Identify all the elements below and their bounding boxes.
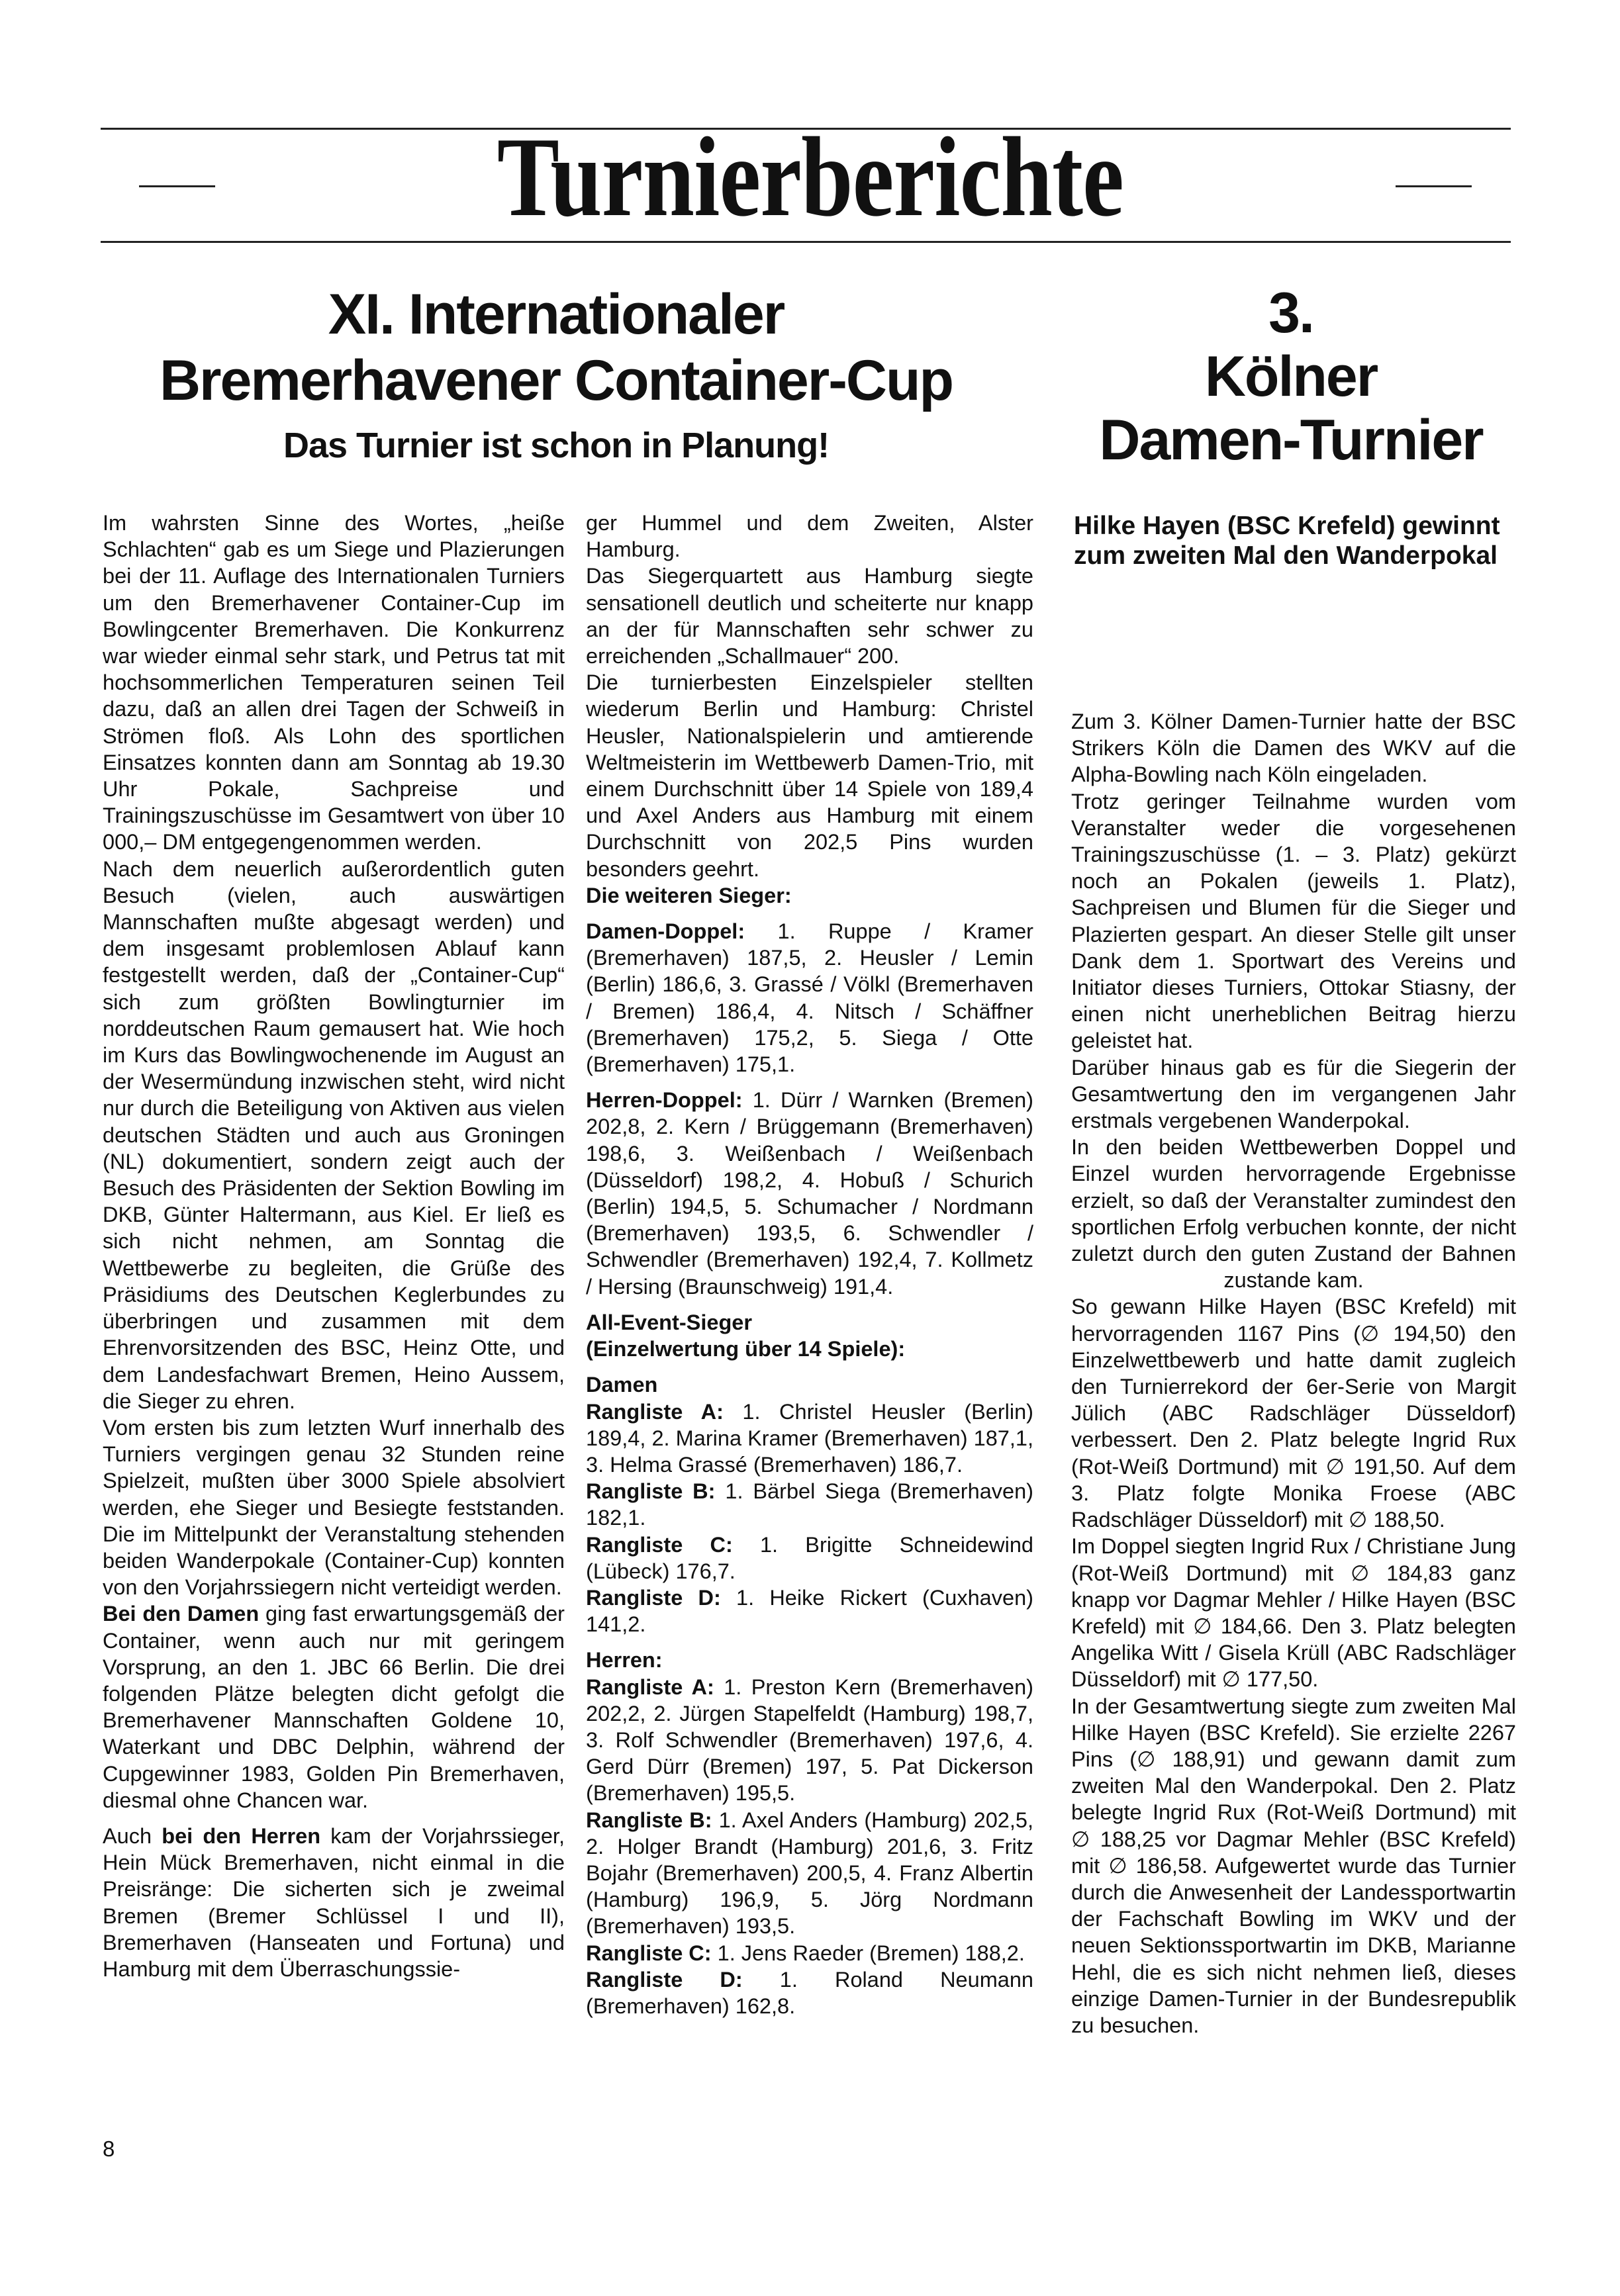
paragraph bbox=[586, 1336, 1033, 1362]
paragraph bbox=[1071, 788, 1516, 1054]
paragraph-bold-lead: bei den Herren bbox=[162, 1823, 321, 1848]
paragraph bbox=[586, 1309, 1033, 1336]
paragraph-text: Im wahrsten Sinne des Wortes, „heiße Schlachten“ gab es um Siege und Plazierungen bei der 11. Auflage des Internationalen Turniers um den Bremerhavener Container-Cup im Bowlingcenter Bremerhaven. Die Konkurrenz war wieder einmal sehr stark, und Petrus tat mit hochsommerlichen Temperaturen seinen Teil dazu, daß an allen drei Tagen der Schweiß in Strömen floß. Als Lohn des sportlichen Einsatzes konnten dann am Sonntag ab 19.30 Uhr Pokale, Sachpreise und Trainingszuschüsse im Gesamtwert von über 10 000,– DM entgegengenommen werden. bbox=[103, 511, 565, 854]
paragraph-text: ging fast erwartungsgemäß der Container, wenn auch nur mit geringem Vorsprung, an den 1. JBC 66 Berlin. Die drei folgenden Plätze belegten dicht gefolgt die Bremerhavener Mannschaften Goldene 10, Waterkant und DBC Delphin, während der Cupgewinner 1983, Golden Pin Bremerhaven, diesmal ohne Chancen war. bbox=[103, 1602, 565, 1812]
paragraph-text: 1. Ruppe / Kramer (Bremerhaven) 187,5, 2. Heusler / Lemin (Berlin) 186,6, 3. Grassé / Völkl (Bremerhaven / Bremen) 186,4, 4. Nitsch / Schäffner (Bremerhaven) 175,2, 5. Siega / Otte (Bremerhaven) 175,1. bbox=[586, 919, 1033, 1077]
paragraph-text: So gewann Hilke Hayen (BSC Krefeld) mit hervorragenden 1167 Pins (∅ 194,50) den Einzelwettbewerb und hatte damit zugleich den Turnierrekord der 6er-Serie von Margit Jülich (ABC Radschläger Düsseldorf) verbessert. Den 2. Platz belegte Ingrid Rux (Rot-Weiß Dortmund) mit ∅ 191,50. Auf dem 3. Platz folgte Monika Froese (ABC Radschläger Düsseldorf) mit ∅ 188,50. bbox=[1071, 1295, 1516, 1532]
paragraph bbox=[103, 856, 565, 1414]
paragraph-bold-lead: Rangliste C: bbox=[586, 1941, 712, 1965]
article2-headline-line2: Kölner bbox=[1204, 345, 1378, 408]
page-number: 8 bbox=[103, 2136, 115, 2161]
paragraph bbox=[586, 1674, 1033, 1807]
paragraph-text: 1. Dürr / Warnken (Bremen) 202,8, 2. Kern / Brüggemann (Bremerhaven) 198,6, 3. Weißenbach / Weißenbach (Düsseldorf) 198,2, 4. Hobuß / Schurich (Berlin) 194,5, 5. Schumacher / Nordmann (Bremerhaven) 193,5, 6. Schwendler / Schwendler (Bremerhaven) 192,4, 7. Kollmetz / Hersing (Braunschweig) 191,4. bbox=[586, 1088, 1033, 1299]
paragraph bbox=[1071, 1054, 1516, 1134]
paragraph bbox=[586, 1584, 1033, 1637]
article1-subtitle: Das Turnier ist schon in Planung! bbox=[283, 426, 830, 465]
paragraph-bold-lead: Bei den Damen bbox=[103, 1602, 260, 1626]
paragraph-bold-lead: (Einzelwertung über 14 Spiele): bbox=[586, 1337, 906, 1361]
paragraph-text: Die turnierbesten Einzelspieler stellten wiederum Berlin und Hamburg: Christel Heusler, Nationalspielerin und amtierende Weltmeisterin im Wettbewerb Damen-Trio, mit einem Durchschnitt über 14 Spiele von 189,4 und Axel Anders aus Hamburg mit einem Durchschnitt von 202,5 Pins wurden besonders geehrt. bbox=[586, 670, 1033, 881]
article2-headline bbox=[1059, 281, 1523, 472]
paragraph-bold-lead: Rangliste D: bbox=[586, 1585, 721, 1610]
paragraph-text: 1. Bärbel Siega (Bremerhaven) 182,1. bbox=[586, 1479, 1034, 1530]
paragraph bbox=[1071, 1533, 1516, 1692]
article1-headline bbox=[93, 281, 1020, 472]
paragraph-bold-lead: Rangliste B: bbox=[586, 1808, 712, 1832]
paragraph bbox=[586, 1647, 1033, 1673]
paragraph bbox=[1071, 1134, 1516, 1293]
paragraph bbox=[586, 882, 1033, 909]
article2-column bbox=[1071, 708, 1516, 2039]
paragraph-text: ger Hummel und dem Zweiten, Alster Hamburg. bbox=[586, 511, 1033, 562]
paragraph-text: Nach dem neuerlich außerordentlich guten Besuch (vielen, auch auswärtigen Mannschaften mußte abgesagt werden) und dem insgesamt problemlosen Ablauf kann festgestellt werden, daß der „Container-Cup“ sich zum größten Bowlingturnier im norddeutschen Raum gemausert hat. Wie hoch im Kurs das Bowlingwochenende im August an der Wesermündung inzwischen steht, wird nicht nur durch die Beteiligung von Aktiven aus vielen deutschen Städten und auch aus Groningen (NL) dokumentiert, sondern zeigt auch der Besuch des Präsidenten der Sektion Bowling im DKB, Günter Haltermann, aus Kiel. Er ließ es sich nicht nehmen, am Sonntag die Wettbewerbe zu begleiten, die Grüße des Präsidiums des Deutschen Keglerbundes zu überbringen und zusammen mit dem Ehrenvorsitzenden des BSC, Heinz Otte, und dem Landesfachwart Bremen, Heino Aussem, die Sieger zu ehren. bbox=[103, 856, 565, 1413]
paragraph-text: 1. Roland Neumann (Bremerhaven) 162,8. bbox=[586, 1967, 1034, 2018]
paragraph-text: Trotz geringer Teilnahme wurden vom Veranstalter weder die vorgesehenen Trainingszuschüsse (1. – 3. Platz) gekürzt noch an Pokalen (jeweils 1. Platz), Sachpreisen und Blumen für die Sieger und Plazierten gespart. An dieser Stelle gilt unser Dank dem 1. Sportwart des Vereins und Initiator dieses Turniers, Ottokar Stiasny, der einen nicht unerheblichen Beitrag hierzu geleistet hat. bbox=[1071, 789, 1516, 1053]
paragraph-bold-lead: Rangliste C: bbox=[586, 1532, 733, 1557]
masthead-bottom-rule bbox=[101, 241, 1511, 243]
paragraph bbox=[586, 1478, 1033, 1531]
paragraph-text: Auch bbox=[103, 1823, 162, 1848]
paragraph bbox=[586, 1399, 1033, 1479]
article2-headline-line3: Damen-Turnier bbox=[1099, 408, 1483, 472]
paragraph bbox=[103, 1823, 565, 1982]
paragraph-text: In den beiden Wettbewerben Doppel und Einzel wurden hervorragende Ergebnisse erzielt, so daß der Veranstalter zumindest den sportlichen Erfolg verbuchen konnte, der nicht zuletzt durch den guten Zustand der Bahnen zustande kam. bbox=[1071, 1135, 1516, 1293]
paragraph-text: In der Gesamtwertung siegte zum zweiten Mal Hilke Hayen (BSC Krefeld). Sie erzielte 2267 Pins (∅ 188,91) und gewann damit zum zweiten Mal den Wanderpokal. Den 2. Platz belegte Ingrid Rux (Rot-Weiß Dortmund) mit ∅ 188,25 vor Dagmar Mehler (BSC Krefeld) mit ∅ 186,58. Aufgewertet wurde das Turnier durch die Anwesenheit der Landessportwartin der Fachschaft Bowling im WKV und der neuen Sektionssportwartin im DKB, Marianne Hehl, die es sich nicht nehmen ließ, dieses einzige Damen-Turnier in der Bundesrepublik zu besuchen. bbox=[1071, 1694, 1516, 2037]
paragraph-text: 1. Christel Heusler (Berlin) 189,4, 2. Marina Kramer (Bremerhaven) 187,1, 3. Helma Grassé (Bremerhaven) 186,7. bbox=[586, 1399, 1033, 1477]
paragraph bbox=[103, 510, 565, 856]
paragraph-text: Vom ersten bis zum letzten Wurf innerhalb des Turniers vergingen genau 32 Stunden reine Spielzeit, mußten über 3000 Spiele absolviert werden, ehe Sieger und Besiegte feststanden. Die im Mittelpunkt der Veranstaltung stehenden beiden Wanderpokale (Container-Cup) konnten von den Vorjahrssiegern nicht verteidigt werden. bbox=[103, 1415, 565, 1600]
paragraph bbox=[586, 563, 1033, 669]
paragraph bbox=[586, 1087, 1033, 1300]
paragraph bbox=[1071, 1293, 1516, 1533]
paragraph bbox=[1071, 708, 1516, 788]
article2-headline-line1: 3. bbox=[1268, 281, 1313, 345]
paragraph bbox=[103, 1414, 565, 1600]
paragraph-text: kam der Vorjahrssieger, Hein Mück Bremerhaven, nicht einmal in die Preisränge: Die sicherten sich je zweimal Bremen (Bremer Schlüssel I und II), Bremerhaven (Hanseaten und Fortuna) und Hamburg mit dem Überraschungssie- bbox=[103, 1823, 565, 1981]
paragraph bbox=[586, 1966, 1033, 2019]
paragraph bbox=[1071, 1693, 1516, 2039]
paragraph-text: 1. Axel Anders (Hamburg) 202,5, 2. Holger Brandt (Hamburg) 201,6, 3. Fritz Bojahr (Bremerhaven) 200,5, 4. Franz Albertin (Hamburg) 196,9, 5. Jörg Nordmann (Bremerhaven) 193,5. bbox=[586, 1808, 1033, 1939]
paragraph-text: Darüber hinaus gab es für die Siegerin der Gesamtwertung den im vergangenen Jahr erstmals vergebenen Wanderpokal. bbox=[1071, 1055, 1516, 1133]
paragraph bbox=[586, 669, 1033, 882]
article1-headline-line1: XI. Internationaler bbox=[328, 283, 785, 346]
paragraph-bold-lead: Damen-Doppel: bbox=[586, 919, 745, 944]
paragraph bbox=[103, 1600, 565, 1814]
paragraph-text: Das Siegerquartett aus Hamburg siegte sensationell deutlich und scheiterte nur knapp an der für Mannschaften sehr schwer zu erreichenden „Schallmauer“ 200. bbox=[586, 564, 1033, 668]
paragraph-bold-lead: Herren: bbox=[586, 1648, 663, 1673]
paragraph bbox=[586, 1807, 1033, 1940]
section-masthead bbox=[0, 115, 1620, 240]
paragraph-text: Zum 3. Kölner Damen-Turnier hatte der BSC Strikers Köln die Damen des WKV auf die Alpha-Bowling nach Köln eingeladen. bbox=[1071, 710, 1516, 787]
paragraph-bold-lead: Rangliste B: bbox=[586, 1479, 716, 1504]
article1-column-2 bbox=[586, 510, 1033, 2019]
section-title: Turnierberichte bbox=[497, 115, 1123, 240]
paragraph-bold-lead: Damen bbox=[586, 1373, 658, 1397]
article1-column-1 bbox=[103, 510, 565, 1982]
paragraph-text: Im Doppel siegten Ingrid Rux / Christiane Jung (Rot-Weiß Dortmund) mit ∅ 184,83 ganz knapp vor Dagmar Mehler / Hilke Hayen (BSC Krefeld) mit ∅ 184,66. Den 3. Platz belegten Angelika Witt / Gisela Krüll (ABC Radschläger Düsseldorf) mit ∅ 177,50. bbox=[1071, 1534, 1517, 1692]
paragraph-text: 1. Jens Raeder (Bremen) 188,2. bbox=[711, 1941, 1025, 1965]
article2-subheadline: Hilke Hayen (BSC Krefeld) gewinnt zum zweiten Mal den Wanderpokal bbox=[1074, 512, 1500, 570]
paragraph-bold-lead: Die weiteren Sieger: bbox=[586, 883, 792, 907]
paragraph bbox=[586, 1532, 1033, 1584]
paragraph-bold-lead: Herren-Doppel: bbox=[586, 1088, 743, 1113]
paragraph-text: 1. Heike Rickert (Cuxhaven) 141,2. bbox=[586, 1585, 1033, 1637]
paragraph-bold-lead: All-Event-Sieger bbox=[586, 1310, 753, 1334]
paragraph-bold-lead: Rangliste A: bbox=[586, 1675, 714, 1699]
paragraph-text: 1. Brigitte Schneidewind (Lübeck) 176,7. bbox=[586, 1532, 1033, 1583]
paragraph-text: 1. Preston Kern (Bremerhaven) 202,2, 2. Jürgen Stapelfeldt (Hamburg) 198,7, 3. Rolf Schwendler (Bremerhaven) 197,6, 4. Gerd Dürr (Bremen) 197, 5. Pat Dickerson (Bremerhaven) 195,5. bbox=[586, 1675, 1033, 1806]
paragraph bbox=[586, 1940, 1033, 1966]
paragraph bbox=[586, 1371, 1033, 1398]
paragraph bbox=[586, 918, 1033, 1078]
paragraph-bold-lead: Rangliste A: bbox=[586, 1399, 724, 1424]
article1-headline-line2: Bremerhavener Container-Cup bbox=[159, 349, 953, 412]
paragraph-bold-lead: Rangliste D: bbox=[586, 1967, 743, 1992]
paragraph bbox=[586, 510, 1033, 563]
